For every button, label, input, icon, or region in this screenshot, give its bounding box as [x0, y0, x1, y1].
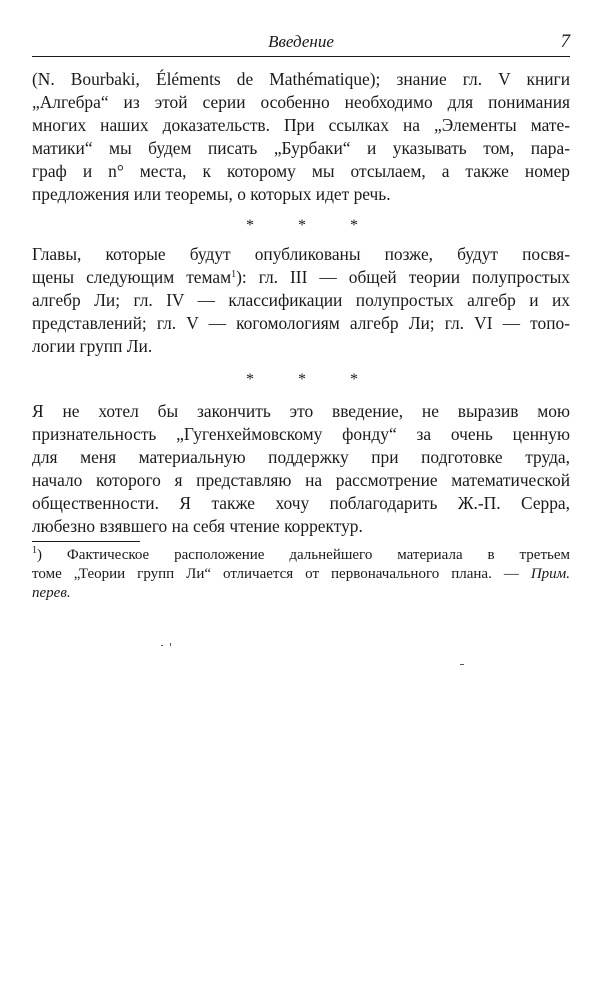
footnote: [32, 546, 570, 603]
footnote-line: [32, 565, 570, 584]
paragraph-references: [32, 68, 570, 206]
section-separator: * * *: [246, 217, 378, 234]
paragraph-acknowledgements: [32, 400, 570, 538]
text-line: [32, 266, 570, 289]
running-head: [32, 31, 570, 55]
text-line: алгебр Ли; гл. IV — классификации полупростых алгебр и их: [32, 290, 570, 310]
text-line: матики“ мы будем писать „Бурбаки“ и указывать том, пара-: [32, 138, 570, 158]
translator-note-label: Прим.: [530, 566, 570, 582]
page-number: 7: [560, 31, 570, 52]
text-line: логии групп Ли.: [32, 336, 153, 356]
text-line: признательность „Гугенхеймовскому фонду“ за очень ценную: [32, 424, 570, 444]
footnote-number: 1: [32, 545, 37, 556]
print-speck: [161, 645, 163, 646]
header-rule: [32, 56, 570, 57]
text-line: представлений; гл. V — когомологиям алгебр Ли; гл. VI — топо-: [32, 313, 570, 333]
text-line: граф и n° места, к которому мы отсылаем, а также номер: [32, 161, 570, 181]
text-line: многих наших доказательств. При ссылках на „Элементы мате-: [32, 115, 570, 135]
print-speck: [460, 664, 464, 665]
footnote-text: ) Фактическое расположение дальнейшего материала в третьем: [37, 547, 570, 563]
text-line: общественности. Я также хочу поблагодарить Ж.-П. Серра,: [32, 493, 570, 513]
text-fragment: ): гл. III — общей теории полупростых: [236, 267, 570, 287]
text-line: любезно взявшего на себя чтение корректур.: [32, 516, 363, 536]
text-line: Главы, которые будут опубликованы позже, будут посвя-: [32, 244, 570, 264]
text-line: Я не хотел бы закончить это введение, не выразив мою: [32, 401, 570, 421]
text-line: предложения или теоремы, о которых идет речь.: [32, 184, 391, 204]
text-line: (N. Bourbaki, Éléments de Mathématique); знание гл. V книги: [32, 69, 570, 89]
text-line: для меня материальную поддержку при подготовке труда,: [32, 447, 570, 467]
footnote-line: [32, 546, 570, 565]
running-title: Введение: [268, 32, 334, 51]
text-line: „Алгебра“ из этой серии особенно необходимо для понимания: [32, 92, 570, 112]
paragraph-future-chapters: [32, 243, 570, 358]
print-speck: [170, 643, 171, 646]
footnote-marker: 1: [231, 269, 237, 280]
footnote-text: томе „Теории групп Ли“ отличается от первоначального плана. —: [32, 566, 519, 582]
text-fragment: щены следующим темам: [32, 267, 232, 287]
footnote-rule: [32, 541, 140, 542]
text-line: начало которого я представляю на рассмотрение математической: [32, 470, 570, 490]
footnote-line: [32, 584, 570, 603]
section-separator: * * *: [246, 371, 378, 388]
translator-note-label: перев.: [32, 585, 71, 601]
